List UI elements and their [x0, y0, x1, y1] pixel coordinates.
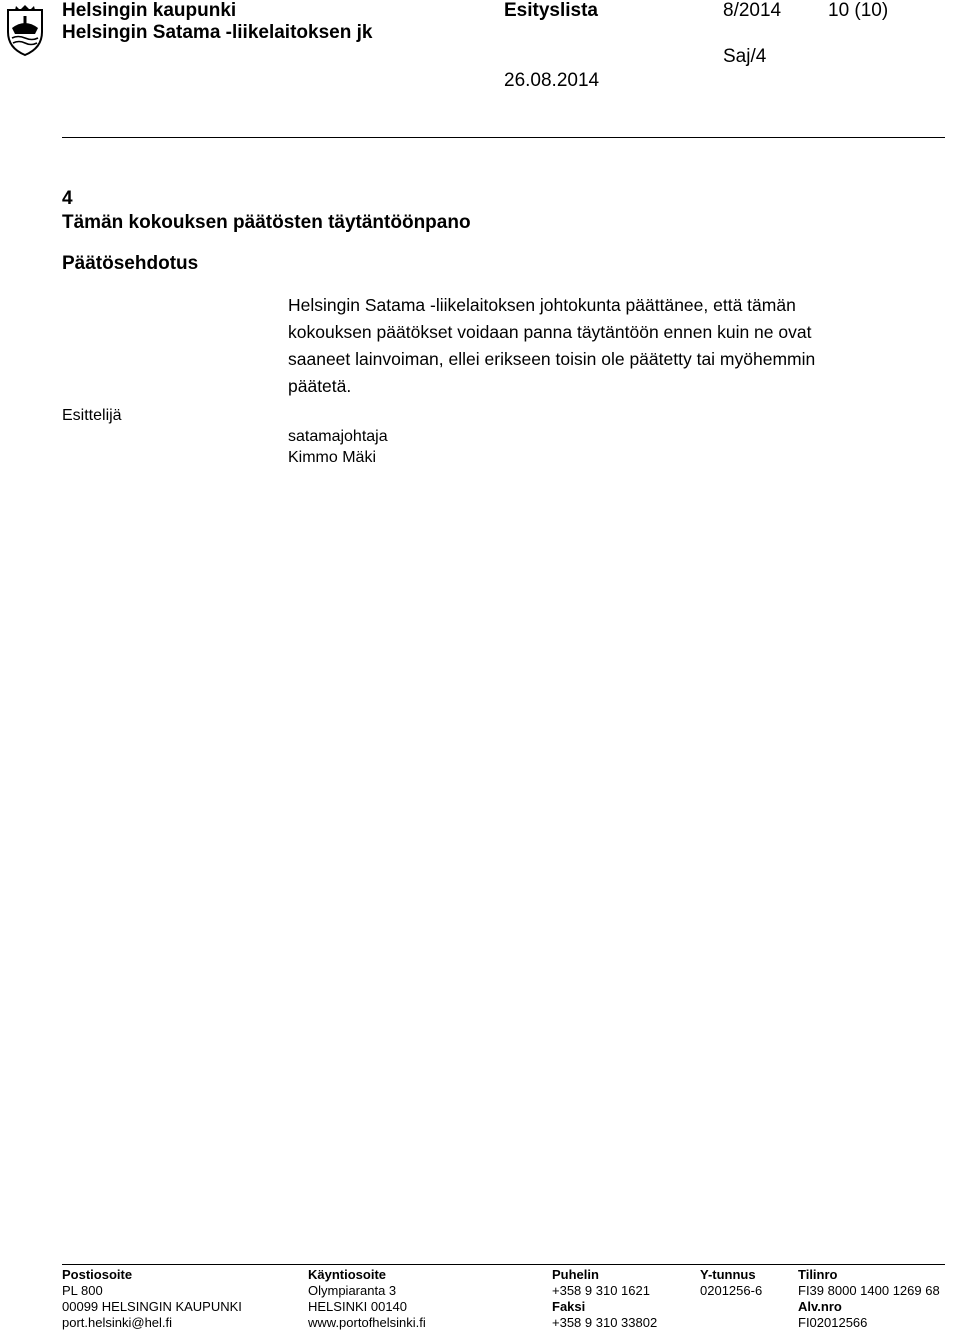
item-number: 4 [62, 188, 73, 209]
header-date: 26.08.2014 [504, 70, 600, 91]
footer-cell: 0201256-6 [700, 1283, 763, 1298]
header-section: Saj/4 [723, 46, 767, 67]
footer-website: www.portofhelsinki.fi [308, 1315, 426, 1330]
helsinki-crest-icon [2, 2, 48, 58]
header-unit: Helsingin Satama -liikelaitoksen jk [62, 22, 373, 43]
footer-cell: +358 9 310 1621 [552, 1283, 650, 1298]
footer-heading-business-id: Y-tunnus [700, 1267, 756, 1282]
proposal-text [288, 292, 948, 400]
proposal-line: Helsingin Satama -liikelaitoksen johtokunta päättänee, että tämän [288, 295, 796, 315]
footer-cell: FI02012566 [798, 1315, 868, 1330]
presenter-name: Kimmo Mäki [288, 449, 377, 466]
footer-cell: PL 800 [62, 1283, 103, 1298]
footer-heading-visit: Käyntiosoite [308, 1267, 387, 1282]
proposal-heading: Päätösehdotus [62, 253, 199, 274]
footer-cell: +358 9 310 33802 [552, 1315, 658, 1330]
header-number: 8/2014 [723, 0, 782, 21]
proposal-line: päätetä. [288, 376, 352, 396]
item-title: Tämän kokouksen päätösten täytäntöönpano [62, 212, 471, 233]
proposal-line: kokouksen päätökset voidaan panna täytäntöön ennen kuin ne ovat [288, 322, 812, 342]
header-page: 10 (10) [828, 0, 889, 21]
proposal-line: saaneet lainvoiman, ellei erikseen toisin ole päätetty tai myöhemmin [288, 349, 816, 369]
header-doc-type: Esityslista [504, 0, 598, 21]
footer-cell: FI39 8000 1400 1269 68 [798, 1283, 940, 1298]
footer-cell: HELSINKI 00140 [308, 1299, 408, 1314]
footer-heading-vat: Alv.nro [798, 1299, 842, 1314]
header-org: Helsingin kaupunki [62, 0, 237, 21]
footer-heading-fax: Faksi [552, 1299, 586, 1314]
presenter-title: satamajohtaja [288, 428, 388, 445]
footer-heading-postal: Postiosoite [62, 1267, 133, 1282]
footer-email: port.helsinki@hel.fi [62, 1315, 173, 1330]
footer-cell: 00099 HELSINGIN KAUPUNKI [62, 1299, 242, 1314]
footer-cell: Olympiaranta 3 [308, 1283, 397, 1298]
header-divider [62, 137, 945, 138]
presenter-label: Esittelijä [62, 407, 122, 424]
footer-divider [62, 1264, 945, 1265]
footer [0, 1266, 960, 1332]
footer-heading-phone: Puhelin [552, 1267, 599, 1282]
footer-heading-account: Tilinro [798, 1267, 838, 1282]
